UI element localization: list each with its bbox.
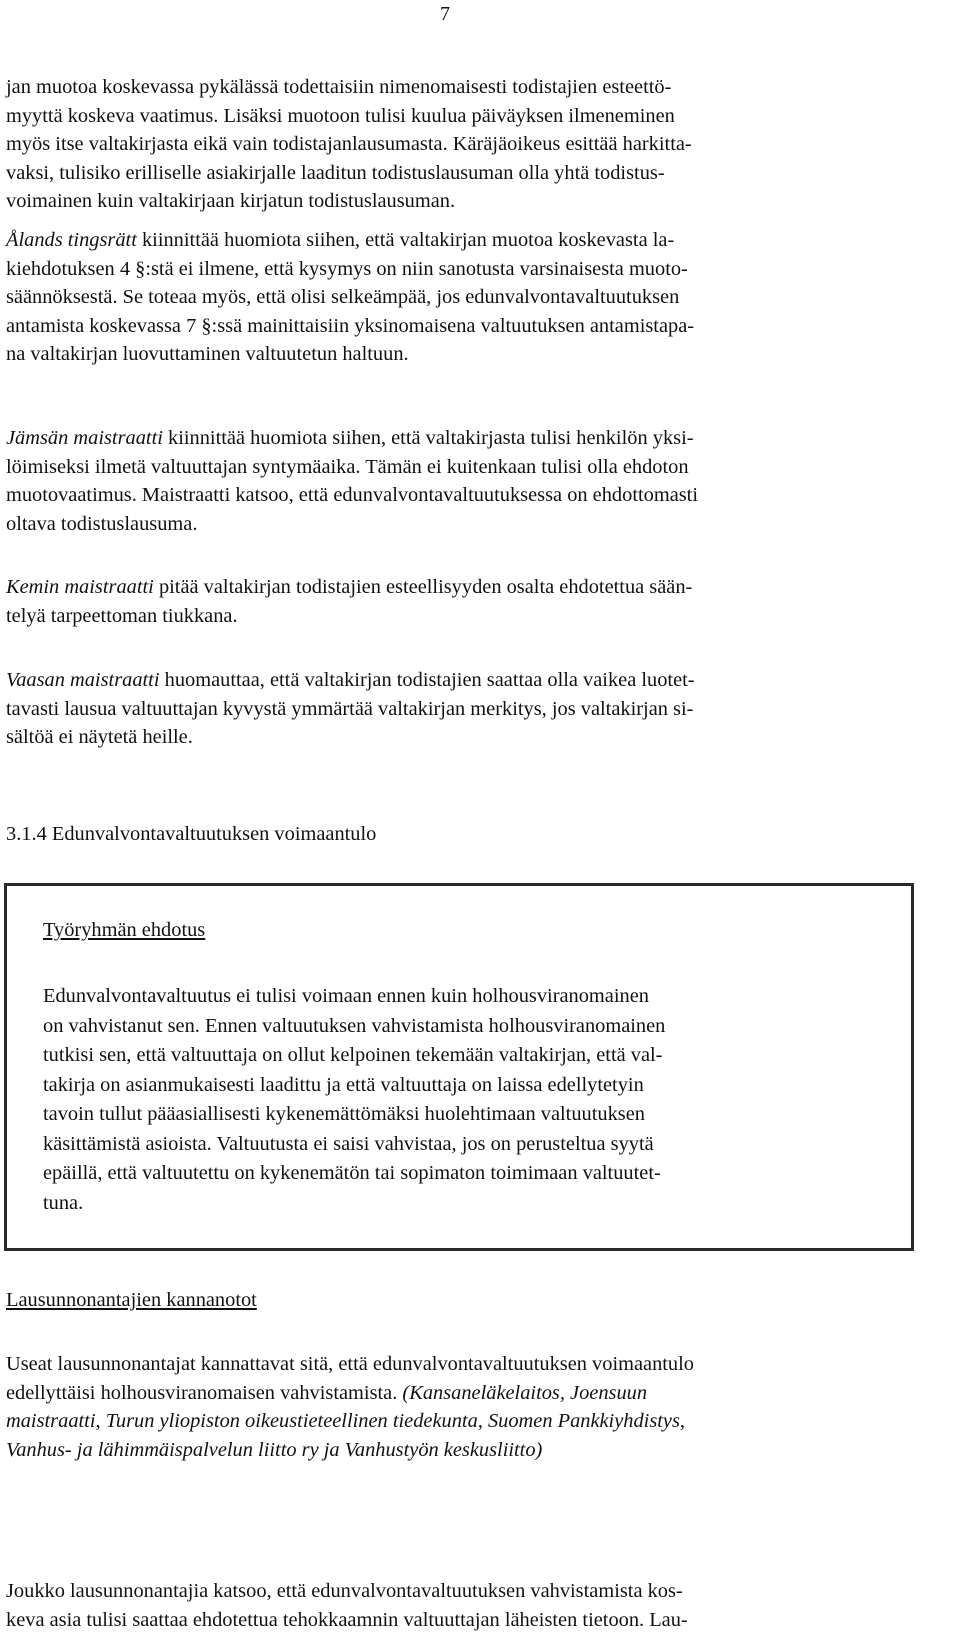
paragraph-alands-tingsratt	[6, 226, 924, 369]
paragraph-jamsan-maistraatti	[6, 424, 924, 538]
text-line: oltava todistuslausuma.	[6, 512, 198, 535]
authority-name: Kemin maistraatti	[6, 576, 154, 598]
text-line: edellyttäisi holhousviranomaisen vahvistamista. (Kansaneläkelaitos, Joensuun	[6, 1381, 648, 1404]
text-line: myyttä koskeva vaatimus. Lisäksi muotoon tulisi kuulua päiväyksen ilmeneminen	[6, 104, 675, 127]
text-line: telyä tarpeettoman tiukkana.	[6, 604, 238, 627]
authority-name: Jämsän maistraatti	[6, 427, 163, 449]
text-line: keva asia tulisi saattaa ehdotettua tehokkaamnin valtuuttajan läheisten tietoon. Lau-	[6, 1608, 688, 1631]
text-line: tavasti lausua valtuuttajan kyvystä ymmärtää valtakirjan merkitys, jos valtakirjan si-	[6, 697, 694, 720]
citation-list: (Kansaneläkelaitos, Joensuun	[402, 1381, 648, 1404]
paragraph-opinions-support	[6, 1350, 924, 1464]
proposal-heading: Työryhmän ehdotus	[43, 919, 206, 941]
text-line: Ålands tingsrätt kiinnittää huomiota siihen, että valtakirjan muotoa koskevasta la-	[6, 229, 675, 251]
proposal-text	[43, 982, 847, 1218]
text-line: Useat lausunnonantajat kannattavat sitä, että edunvalvontavaltuutuksen voimaantulo	[6, 1353, 694, 1375]
text-line: tavoin tullut pääasiallisesti kykenemättömäksi huolehtimaan valtuutuksen	[43, 1103, 645, 1125]
text-line: voimainen kuin valtakirjaan kirjatun todistuslausuman.	[6, 190, 456, 212]
text-line: tuna.	[43, 1191, 84, 1214]
text-line: Jämsän maistraatti kiinnittää huomiota siihen, että valtakirjasta tulisi henkilön yksi-	[6, 427, 694, 449]
text-line: tutkisi sen, että valtuuttaja on ollut kelpoinen tekemään valtakirjan, että val-	[43, 1044, 663, 1066]
sub-heading: Lausunnonantajien kannanotot	[6, 1289, 257, 1311]
paragraph-kemin-maistraatti	[6, 573, 924, 630]
text-line: maistraatti, Turun yliopiston oikeustieteellinen tiedekunta, Suomen Pankkiyhdistys,	[6, 1410, 686, 1432]
text-line: Vaasan maistraatti huomauttaa, että valtakirjan todistajien saattaa olla vaikea luotet-	[6, 669, 695, 691]
text-line: vaksi, tulisiko erilliselle asiakirjalle laaditun todistuslausuman olla yhtä todistus-	[6, 161, 665, 184]
authority-name: Vaasan maistraatti	[6, 669, 160, 691]
text-line: Edunvalvontavaltuutus ei tulisi voimaan ennen kuin holhousviranomainen	[43, 985, 649, 1007]
text-line: muotovaatimus. Maistraatti katsoo, että edunvalvontavaltuutuksessa on ehdottomasti	[6, 484, 699, 506]
section-heading: 3.1.4 Edunvalvontavaltuutuksen voimaantulo	[6, 823, 377, 845]
text-line: löimiseksi ilmetä valtuuttajan syntymäaika. Tämän ei kuitenkaan tulisi olla ehdoton	[6, 455, 689, 478]
text-line: antamista koskevassa 7 §:ssä mainittaisiin yksinomaisena valtuutuksen antamistapa-	[6, 314, 695, 337]
text-line: myös itse valtakirjasta eikä vain todistajanlausumasta. Käräjäoikeus esittää harkitta-	[6, 133, 692, 155]
proposal-box	[4, 883, 914, 1251]
text-line: kiehdotuksen 4 §:stä ei ilmene, että kysymys on niin sanotusta varsinaisesta muoto-	[6, 257, 688, 280]
text-line: on vahvistanut sen. Ennen valtuutuksen vahvistamista holhousviranomainen	[43, 1014, 666, 1037]
paragraph-intro	[6, 73, 924, 216]
paragraph-opinions-relatives	[6, 1577, 924, 1634]
paragraph-vaasan-maistraatti	[6, 666, 924, 752]
text-line: Joukko lausunnonantajia katsoo, että edunvalvontavaltuutuksen vahvistamista kos-	[6, 1580, 683, 1602]
page-number: 7	[440, 3, 450, 25]
text-line: sältöä ei näytetä heille.	[6, 726, 193, 748]
text-line: epäillä, että valtuutettu on kykenemätön tai sopimaton toimimaan valtuutet-	[43, 1162, 661, 1184]
text-line: Vanhus- ja lähimmäispalvelun liitto ry ja Vanhustyön keskusliitto)	[6, 1438, 543, 1461]
text-line: jan muotoa koskevassa pykälässä todettaisiin nimenomaisesti todistajien esteettö-	[6, 76, 672, 98]
text-line: na valtakirjan luovuttaminen valtuutetun haltuun.	[6, 343, 409, 365]
authority-name: Ålands tingsrätt	[6, 229, 137, 251]
text-line: säännöksestä. Se toteaa myös, että olisi selkeämpää, jos edunvalvontavaltuutuksen	[6, 286, 680, 308]
text-line: takirja on asianmukaisesti laadittu ja että valtuuttaja on laissa edellytetyin	[43, 1073, 644, 1096]
text-line: käsittämistä asioista. Valtuutusta ei saisi vahvistaa, jos on perusteltua syytä	[43, 1132, 654, 1155]
text-line: Kemin maistraatti pitää valtakirjan todistajien esteellisyyden osalta ehdotettua sään-	[6, 576, 693, 598]
